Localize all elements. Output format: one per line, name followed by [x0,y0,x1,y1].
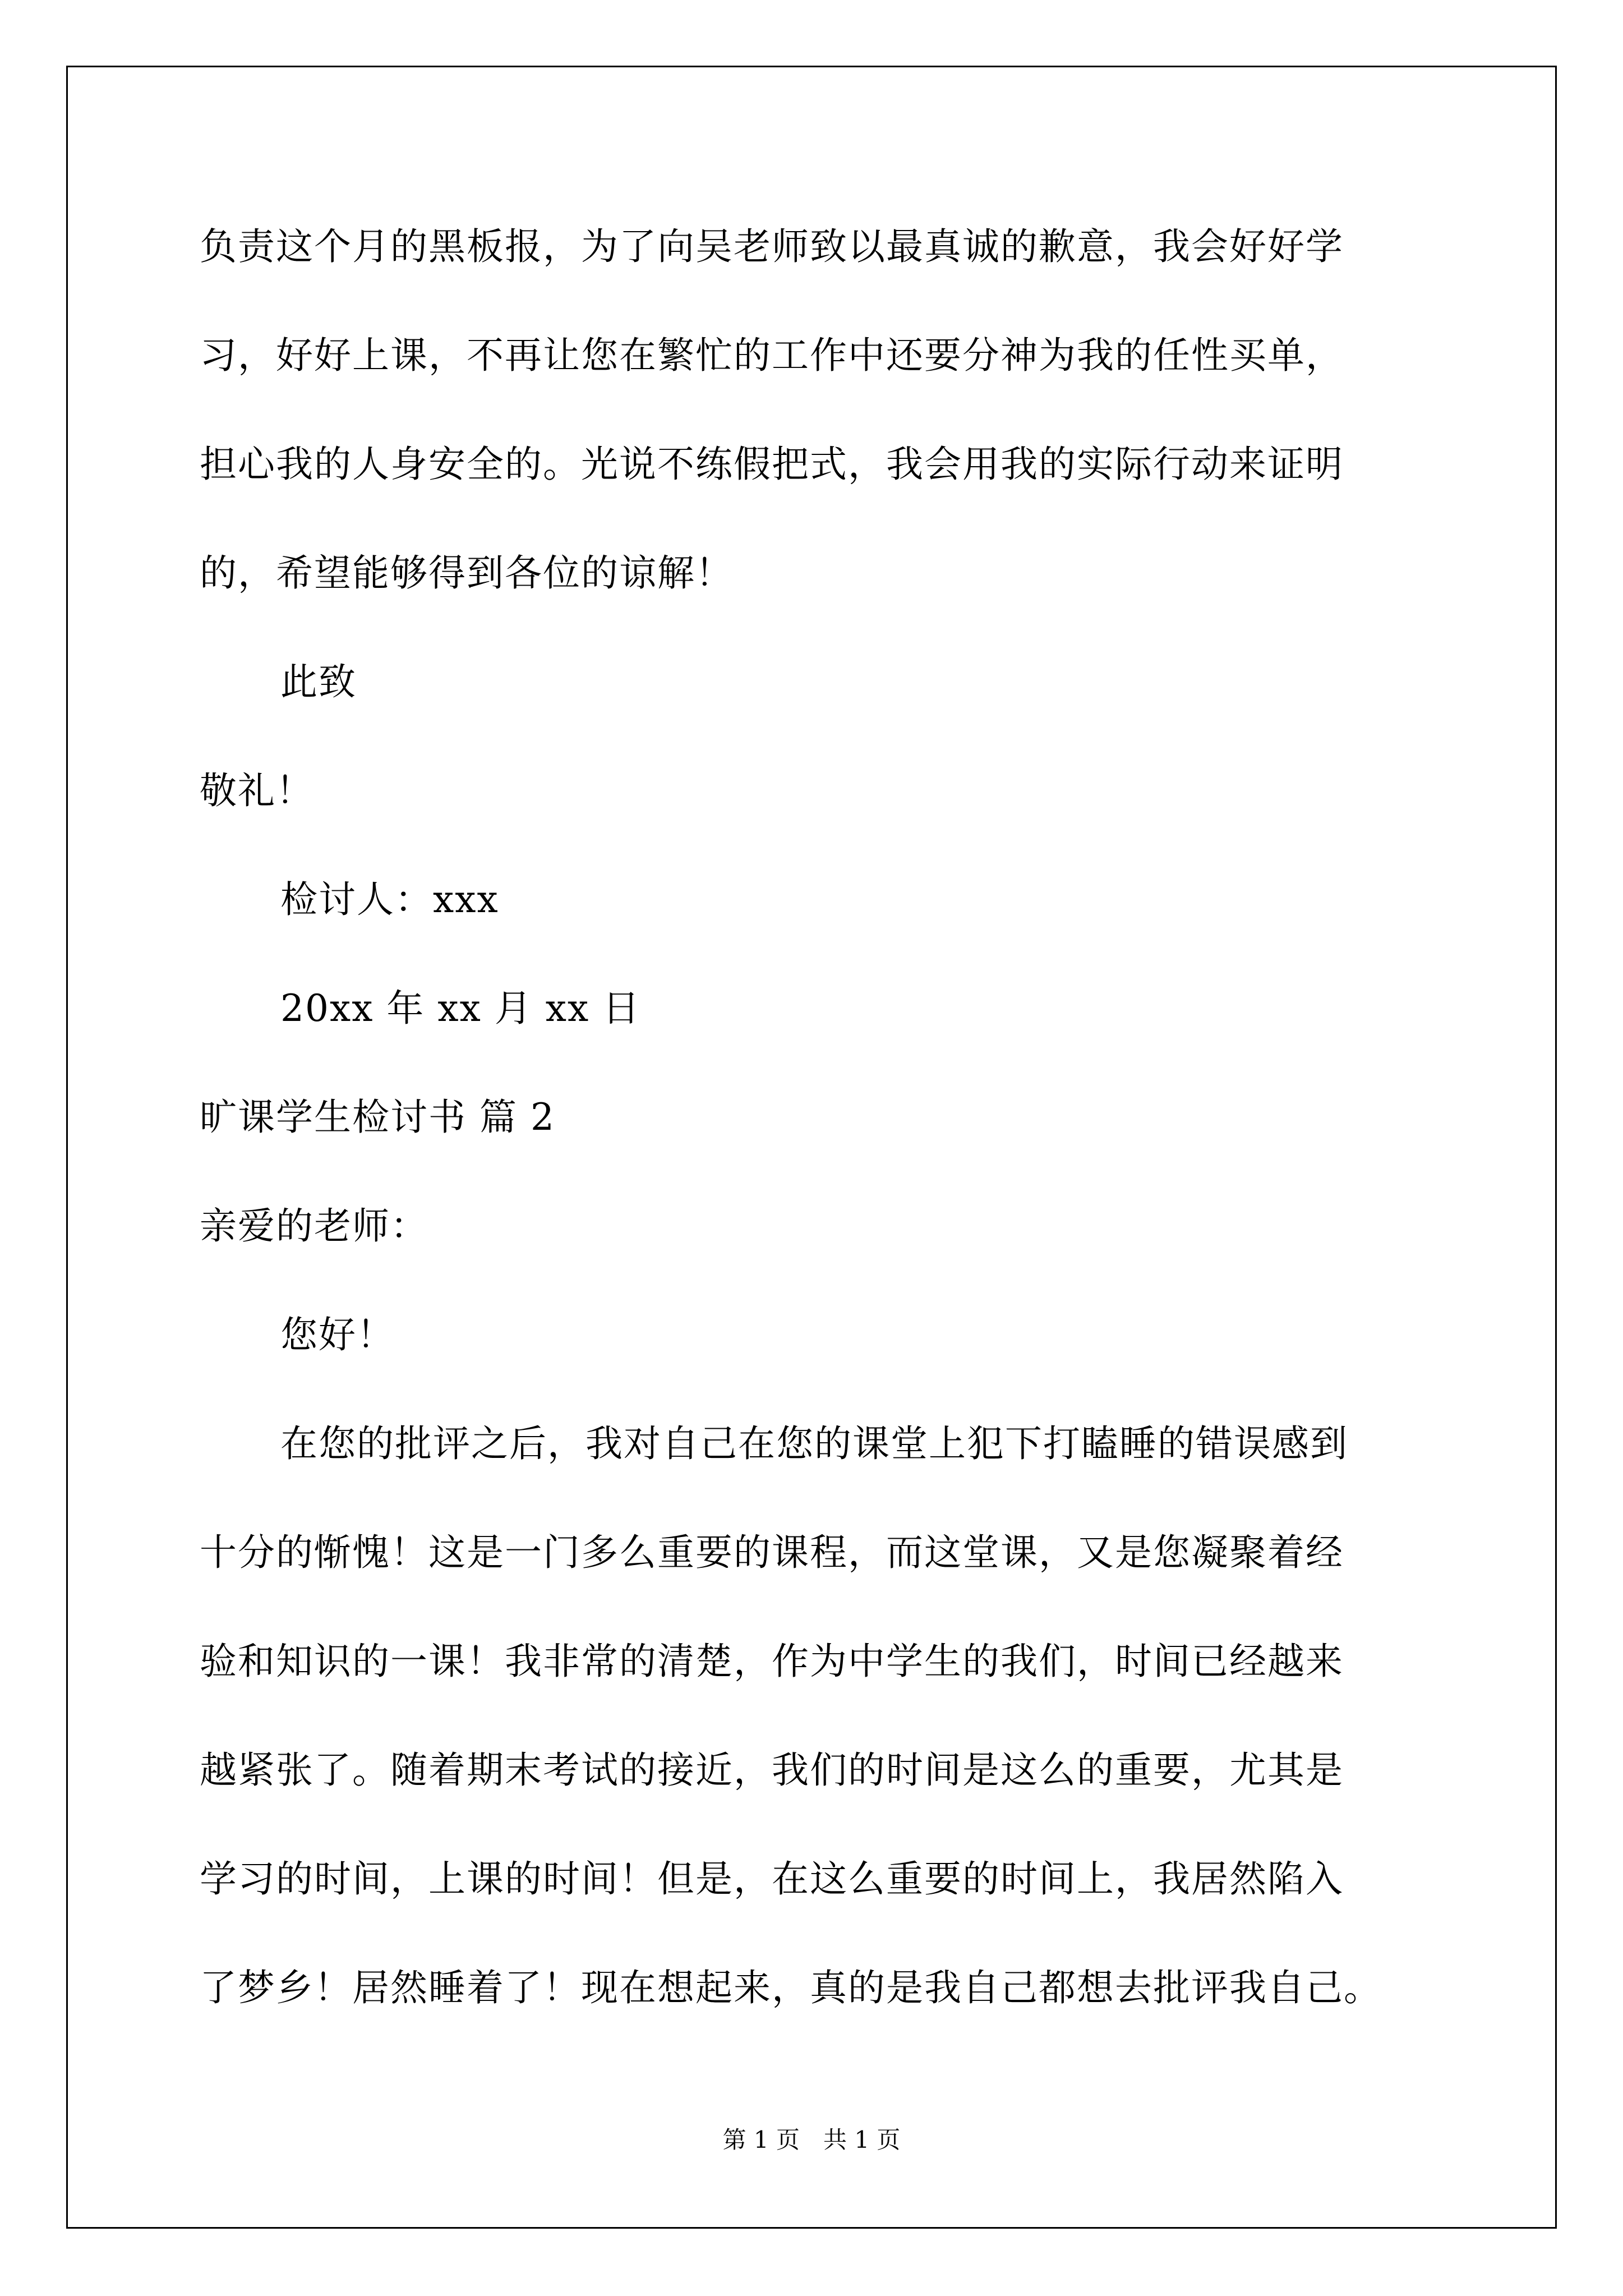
closing-regards: 敬礼！ [200,769,314,812]
body-text-line: 学习的时间，上课的时间！但是，在这么重要的时间上，我居然陷入 [200,1857,1344,1901]
body-text-line: 在您的批评之后，我对自己在您的课堂上犯下打瞌睡的错误感到 [280,1422,1348,1465]
signature-date: 20xx 年 xx 月 xx 日 [280,987,641,1030]
body-text-line: 验和知识的一课！我非常的清楚，作为中学生的我们，时间已经越来 [200,1640,1344,1683]
greeting-hello: 您好！ [280,1313,395,1356]
body-text-line: 担心我的人身安全的。光说不练假把式，我会用我的实际行动来证明 [200,443,1344,486]
page-footer: 第 1 页 共 1 页 [722,2126,901,2154]
page-border [66,66,1557,2229]
body-text-line: 的，希望能够得到各位的谅解！ [200,551,734,595]
body-text-line: 了梦乡！居然睡着了！现在想起来，真的是我自己都想去批评我自己。 [200,1966,1382,2009]
greeting: 亲爱的老师： [200,1204,428,1248]
body-text-line: 越紧张了。随着期末考试的接近，我们的时间是这么的重要，尤其是 [200,1749,1344,1792]
body-text-line: 十分的惭愧！这是一门多么重要的课程，而这堂课，又是您凝聚着经 [200,1531,1344,1574]
body-text-line: 习，好好上课，不再让您在繁忙的工作中还要分神为我的任性买单， [200,334,1344,377]
section-heading: 旷课学生检讨书 篇 2 [200,1096,555,1139]
signature-author: 检讨人：xxx [280,878,499,921]
closing-salutation: 此致 [280,660,357,703]
body-text-line: 负责这个月的黑板报，为了向吴老师致以最真诚的歉意，我会好好学 [200,225,1344,268]
